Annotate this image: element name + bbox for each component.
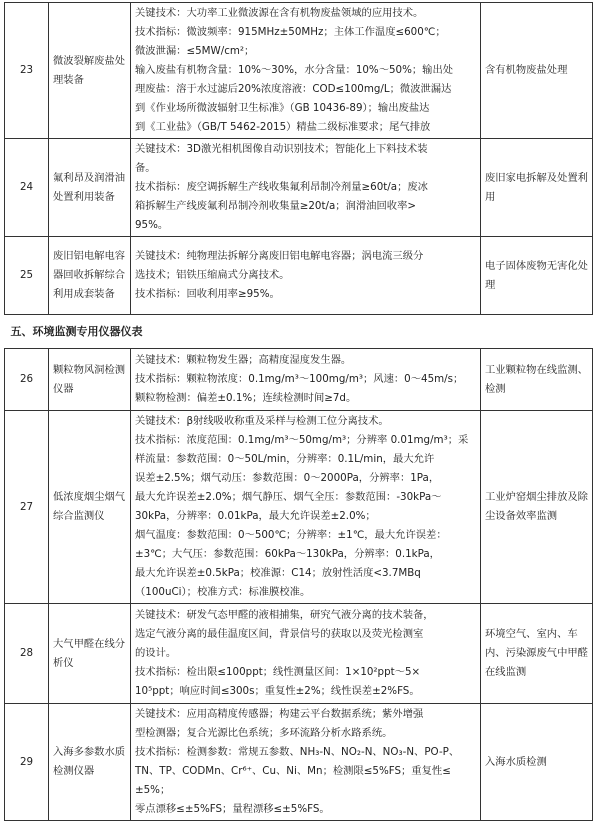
tech-line: 选技术；铝铁压缩扁式分离技术。: [135, 269, 290, 281]
tech-line: 关键技术：研发气态甲醛的液相捕集，研究气液分离的技术装备，: [135, 609, 434, 621]
application-field: 工业炉窑烟尘排放及除尘设备效率监测: [481, 411, 593, 604]
application-field: 电子固体废物无害化处理: [481, 237, 593, 315]
tech-line: 关键技术：β射线吸收称重及采样与检测工位分离技术。: [135, 415, 389, 427]
technical-description: [131, 704, 481, 821]
equipment-name: 大气甲醛在线分析仪: [49, 604, 131, 704]
table-row: [5, 411, 593, 604]
tech-line: 的设计。: [135, 647, 177, 659]
section-heading: 五、环境监测专用仪器仪表: [5, 315, 593, 349]
tech-line: 技术指标：浓度范围：0.1mg/m³～50mg/m³；分辨率 0.01mg/m³；采: [135, 434, 469, 446]
technical-description: [131, 139, 481, 237]
tech-line: 输入废盐有机物含量：10%～30%，水分含量：10%～50%；输出处: [135, 64, 454, 76]
tech-line: 微波泄漏：≤5MW/cm²；: [135, 45, 255, 57]
tech-line: 技术指标：微波频率：915MHz±50MHz；主体工作温度≤600℃；: [135, 26, 446, 38]
table-row: [5, 3, 593, 139]
tech-line: ±3℃；大气压：参数范围：60kPa～130kPa，分辨率：0.1kPa，: [135, 548, 440, 560]
tech-line: 技术指标：检测参数：常规五参数、NH₃-N、NO₂-N、NO₃-N、PO-P、: [135, 746, 460, 758]
tech-line: 颗粒物检测：偏差±0.1%；连续检测时间≥7d。: [135, 392, 357, 404]
row-number: 26: [5, 349, 49, 411]
tech-line: 烟气温度：参数范围：0～500℃；分辨率：±1℃，最大允许误差：: [135, 529, 447, 541]
tech-line: 30kPa，分辨率：0.01kPa，最大允许误差±2.0%；: [135, 510, 376, 522]
tech-line: 技术指标：废空调拆解生产线收集氟利昂制冷剂量≥60t/a；废冰: [135, 181, 428, 193]
application-field: 环境空气、室内、车内、污染源废气中甲醛在线监测: [481, 604, 593, 704]
technical-description: [131, 411, 481, 604]
tech-line: 选定气液分离的最佳温度区间，背景信号的获取以及荧光检测室: [135, 628, 424, 640]
row-number: 23: [5, 3, 49, 139]
equipment-name: 颗粒物风洞检测仪器: [49, 349, 131, 411]
row-number: 24: [5, 139, 49, 237]
table-row: [5, 604, 593, 704]
table-row: [5, 349, 593, 411]
table-row: [5, 237, 593, 315]
equipment-table: [4, 2, 593, 821]
tech-line: 10⁵ppt；响应时间≤300s；重复性±2%；线性误差±2%FS。: [135, 685, 420, 697]
row-number: 28: [5, 604, 49, 704]
row-number: 27: [5, 411, 49, 604]
application-field: 废旧家电拆解及处置利用: [481, 139, 593, 237]
application-field: 含有机物废盐处理: [481, 3, 593, 139]
equipment-name: 入海多参数水质检测仪器: [49, 704, 131, 821]
tech-line: 技术指标：回收利用率≥95%。: [135, 288, 280, 300]
row-number: 29: [5, 704, 49, 821]
application-field: 工业颗粒物在线监测、检测: [481, 349, 593, 411]
technical-description: [131, 604, 481, 704]
equipment-name: 废旧铝电解电容器回收拆解综合利用成套装备: [49, 237, 131, 315]
tech-line: 到《工业盐》（GB/T 5462-2015）精盐二级标准要求；尾气排放: [135, 121, 431, 133]
tech-line: 95%。: [135, 219, 169, 231]
section-row: [5, 315, 593, 349]
tech-line: 备。: [135, 162, 156, 174]
tech-line: 理废盐：溶于水过滤后20%浓度溶液：COD≤100mg/L；微波泄漏达: [135, 83, 452, 95]
equipment-name: 微波裂解废盐处理装备: [49, 3, 131, 139]
tech-line: 到《作业场所微波辐射卫生标准》（GB 10436-89）；输出废盐达: [135, 102, 430, 114]
technical-description: [131, 237, 481, 315]
equipment-name: 氟利昂及润滑油处置利用装备: [49, 139, 131, 237]
tech-line: 零点漂移≤±5%FS；量程漂移≤±5%FS。: [135, 803, 330, 815]
tech-line: 关键技术：3D激光相机图像自动识别技术；智能化上下料技术装: [135, 143, 428, 155]
tech-line: 技术指标：颗粒物浓度：0.1mg/m³～100mg/m³；风速：0～45m/s；: [135, 373, 464, 385]
tech-line: 样流量：参数范围：0～50L/min，分辨率：0.1L/min，最大允许: [135, 453, 435, 465]
tech-line: 型检测器；复合光源比色系统；多环流路分析水路系统。: [135, 727, 393, 739]
tech-line: 关键技术：应用高精度传感器；构建云平台数据系统；紫外增强: [135, 708, 424, 720]
table-row: [5, 704, 593, 821]
tech-line: 误差±2.5%；烟气动压：参数范围：0～2000Pa，分辨率：1Pa，: [135, 472, 440, 484]
technical-description: [131, 349, 481, 411]
tech-line: 箱拆解生产线废氟利昂制冷剂收集量≥20t/a；润滑油回收率>: [135, 200, 417, 212]
application-field: 入海水质检测: [481, 704, 593, 821]
tech-line: 关键技术：颗粒物发生器；高精度湿度发生器。: [135, 354, 352, 366]
row-number: 25: [5, 237, 49, 315]
tech-line: 技术指标：检出限≤100ppt；线性测量区间：1×10²ppt～5×: [135, 666, 421, 678]
tech-line: 关键技术：纯物理法拆解分离废旧铝电解电容器；涡电流三级分: [135, 250, 424, 262]
tech-line: 关键技术：大功率工业微波源在含有机物废盐领域的应用技术。: [135, 7, 424, 19]
equipment-name: 低浓度烟尘烟气综合监测仪: [49, 411, 131, 604]
technical-description: [131, 3, 481, 139]
table-row: [5, 139, 593, 237]
tech-line: 最大允许误差±0.5kPa；校准源：C14；放射性活度<3.7MBq: [135, 567, 421, 579]
tech-line: TN、TP、CODMn、Cr⁶⁺、Cu、Ni、Mn；检测限≤5%FS；重复性≤±5%；: [135, 765, 451, 796]
tech-line: 最大允许误差±2.0%；烟气静压、烟气全压：参数范围：-30kPa～: [135, 491, 442, 503]
tech-line: （100uCi）；校准方式：标准膜校准。: [135, 586, 311, 598]
